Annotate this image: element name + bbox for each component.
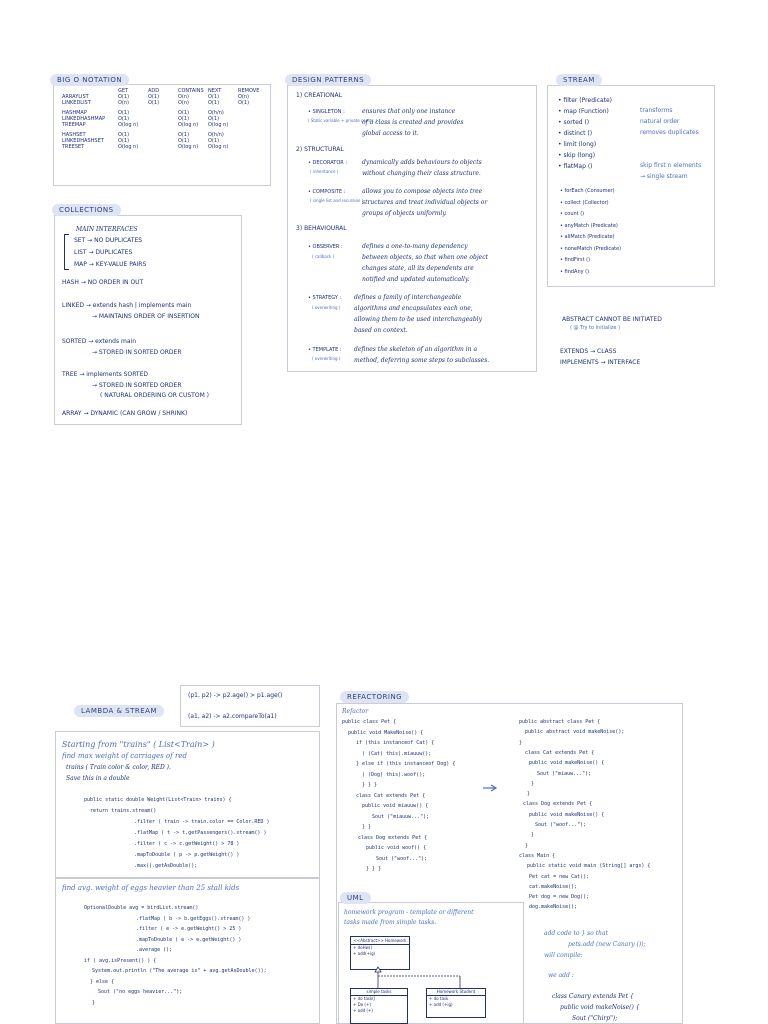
collections-tree-3: ( NATURAL ORDERING OR CUSTOM ): [100, 392, 209, 399]
big-o-cell: O(1): [208, 138, 220, 144]
big-o-cell: O(h/n): [208, 132, 224, 138]
big-o-cell: O(1): [208, 116, 220, 122]
template-desc-2: method, deferring some steps to subclasses.: [354, 357, 490, 364]
stream-terminal-op: • forEach (Consumer): [560, 188, 615, 194]
big-o-cell: O(log n): [178, 144, 199, 150]
refactor-note-2: pets.add (new Canary ());: [568, 941, 646, 948]
code-line: }: [92, 999, 96, 1006]
uml-box-student-row-2: + add (+ig): [429, 1002, 453, 1007]
refactor-note-1: add code to } so that: [544, 930, 608, 937]
big-o-cell: LINKEDLIST: [62, 100, 91, 106]
code-line: class Cat extends Pet {: [525, 749, 595, 756]
big-o-cell: O(1): [178, 138, 190, 144]
uml-box-student-row-1: + do task: [429, 996, 449, 1001]
decorator-desc-1: dynamically adds behaviours to objects: [362, 159, 482, 166]
code-line: Sout ("miauw...");: [537, 770, 592, 777]
big-o-title: BIG O NOTATION: [50, 74, 129, 86]
code-line: ( (Dog) this).woof();: [362, 771, 426, 778]
uml-box-homework-title: <<Abstract>> Homework: [351, 937, 409, 945]
uml-box-homework-row-1: + doHw(): [353, 945, 373, 950]
strategy-note: ( overwriting ): [312, 305, 341, 310]
big-o-header-cell: ADD: [148, 88, 160, 94]
observer-label: • OBSERVER :: [308, 244, 343, 250]
code-line: ( (Cat) this).miauuw();: [362, 750, 432, 757]
big-o-cell: O(1): [208, 100, 220, 106]
collections-title: COLLECTIONS: [52, 204, 121, 216]
collections-tree-1: TREE → implements SORTED: [62, 371, 149, 378]
big-o-cell: LINKEDHASHSET: [62, 138, 104, 144]
collections-sorted-1: SORTED → extends main: [62, 338, 136, 345]
big-o-header-cell: CONTAINS: [178, 88, 204, 94]
big-o-cell: [148, 144, 178, 150]
singleton-label: • SINGLETON :: [308, 109, 345, 115]
big-o-cell: O(1): [178, 110, 190, 116]
big-o-cell: O(n): [178, 100, 190, 106]
stream-op: • distinct (): [558, 130, 593, 137]
code-line: }: [527, 791, 531, 798]
big-o-header-cell: REMOVE: [238, 88, 260, 94]
singleton-desc-1: ensures that only one instance: [362, 108, 456, 115]
singleton-desc-2: of a class is created and provides: [362, 119, 464, 126]
big-o-cell: [238, 144, 268, 150]
observer-desc-4: notified and updated automatically.: [362, 276, 470, 283]
big-o-cell: O(1): [118, 94, 130, 100]
template-label: • TEMPLATE :: [308, 347, 342, 353]
big-o-cell: LINKEDHASHMAP: [62, 116, 106, 122]
code-line: .average ();: [136, 947, 173, 953]
big-o-cell: O(1): [148, 94, 160, 100]
refactoring-title: REFACTORING: [340, 691, 409, 703]
composite-desc-3: groups of objects uniformly.: [362, 210, 447, 217]
task1-line-b: find max weight of carriages of red: [62, 752, 187, 760]
abstract-note-2: ( @ Try to initialize ): [570, 325, 621, 331]
code-line: }: [525, 842, 529, 849]
strategy-label: • STRATEGY :: [308, 295, 342, 301]
code-line: public class Pet {: [342, 719, 397, 725]
code-line: public void makeNoise() {: [529, 811, 605, 818]
big-o-cell: O(1): [118, 132, 130, 138]
extends-note-1: EXTENDS → CLASS: [560, 348, 617, 355]
stream-terminal-op: • findFirst (): [560, 257, 591, 263]
code-line: .max().getAsDouble();: [134, 863, 198, 869]
refactor-note-3: will compile:: [544, 952, 583, 959]
refactor-note-4: we add :: [548, 972, 574, 979]
stream-op-note: skip first n elements: [640, 162, 702, 169]
template-desc-1: defines the skeleton of an algorithm in a: [354, 346, 478, 353]
task1-line-a: Starting from "trains" ( List<Train> ): [62, 740, 215, 749]
uml-box-homework-student: [426, 988, 486, 1018]
code-line: public abstract class Pet {: [519, 719, 601, 725]
stream-op-note: removes duplicates: [640, 129, 699, 136]
refactor-note-6: public void makeNoise() {: [560, 1004, 640, 1011]
task1-line-d: Save this in a double: [66, 775, 130, 782]
stream-terminal-op: • collect (Collector): [560, 199, 609, 206]
big-o-cell: TREESET: [62, 144, 85, 150]
singleton-desc-3: global access to it.: [362, 130, 419, 137]
singleton-note: ( Static variable + private constr. ): [308, 118, 378, 123]
uml-box-simple-row-2: + Do (+): [353, 1002, 371, 1007]
code-line: public void makeNoise() {: [529, 760, 605, 767]
uml-box-homework-row-2: + add(+ig): [353, 951, 376, 956]
big-o-cell: HASHSET: [62, 132, 86, 138]
code-line: } } }: [366, 866, 382, 872]
uml-box-simple-tasks: [350, 988, 408, 1024]
stream-op: • map (Function): [558, 108, 609, 115]
big-o-cell: O(1): [238, 100, 250, 106]
interfaces-brace: [64, 234, 69, 270]
uml-box-student-title: Homework Student: [427, 989, 485, 996]
big-o-header-cell: GET: [118, 88, 129, 94]
code-line: .filter ( train -> train.color == Color.RED ): [134, 819, 270, 825]
stream-terminal-op: • findAny (): [560, 268, 590, 275]
big-o-header-cell: NEXT: [208, 88, 222, 94]
code-line: Sout ("woof...");: [376, 855, 428, 862]
stream-op: • flatMap (): [558, 163, 593, 170]
collections-tree-2: → STORED IN SORTED ORDER: [92, 382, 182, 389]
big-o-cell: O(log n): [208, 122, 229, 128]
composite-note: ( single list and recursion ): [310, 198, 364, 203]
strategy-desc-4: based on context.: [354, 327, 408, 334]
code-line: Pet dog = new Dog();: [529, 894, 590, 901]
composite-desc-1: allows you to compose objects into tree: [362, 188, 483, 195]
code-line: } else if (this instanceof Dog) {: [356, 761, 456, 767]
big-o-cell: ARRAYLIST: [62, 94, 89, 100]
stream-op: • filter (Predicate): [558, 97, 613, 104]
code-line: } } }: [362, 782, 378, 788]
decorator-label: • DECORATOR :: [308, 160, 348, 166]
decorator-note: ( inheritance ): [310, 169, 339, 174]
refactor-arrow-icon: [482, 784, 498, 792]
main-interfaces: MAIN INTERFACES: [76, 226, 138, 233]
code-line: .filter ( c -> c.getWeight() > 78 ): [134, 841, 240, 847]
observer-desc-3: changes state, all its dependents are: [362, 265, 474, 272]
collections-map: MAP → KEY-VALUE PAIRS: [74, 261, 147, 268]
code-line: class Main {: [519, 852, 556, 859]
big-o-cell: O(log n): [118, 122, 139, 128]
code-line: } else {: [90, 978, 115, 985]
code-line: }: [519, 739, 523, 746]
big-o-cell: O(1): [178, 132, 190, 138]
uml-box-simple-row-3: + add (+): [353, 1008, 373, 1013]
strategy-desc-1: defines a family of interchangeable: [354, 294, 462, 301]
big-o-cell: O(log n): [178, 122, 199, 128]
big-o-cell: O(log n): [118, 144, 139, 150]
code-line: .flatMap ( b -> b.getEggs().stream() ): [136, 915, 251, 922]
code-line: class Dog extends Pet {: [523, 801, 593, 808]
code-line: .filter ( e -> e.getWeight() > 25 ): [136, 926, 242, 932]
collections-list: LIST → DUPLICATES: [74, 249, 133, 256]
big-o-cell: O(1): [118, 116, 130, 122]
code-line: .mapToDouble ( e -> e.getWeight() ): [136, 936, 242, 943]
collections-set: SET → NO DUPLICATES: [74, 237, 143, 244]
big-o-cell: O(1): [208, 94, 220, 100]
code-line: if ( avg.isPresent() ) {: [84, 957, 157, 964]
big-o-cell: TREEMAP: [62, 122, 86, 128]
strategy-desc-3: allowing them to be used interchangeably: [354, 316, 482, 323]
uml-desc-2: tasks made from simple tasks.: [344, 919, 437, 926]
lambda-title: LAMBDA & STREAM: [74, 705, 164, 717]
stream-op-note: transforms: [640, 107, 673, 114]
code-line: }: [531, 780, 535, 787]
refactor-subtitle: Refactor: [342, 708, 369, 715]
uml-box-simple-title: simple tasks: [351, 989, 407, 996]
stream-terminal-op: • anyMatch (Predicate): [560, 222, 618, 229]
composite-label: • COMPOSITE :: [308, 189, 346, 195]
uml-box-homework: [350, 936, 410, 970]
big-o-cell: HASHMAP: [62, 110, 87, 116]
refactor-note-7: Sout ("Chirp");: [572, 1015, 618, 1022]
code-line: public abstract void makeNoise();: [525, 729, 625, 736]
uml-title: UML: [340, 892, 371, 904]
stream-op-note: natural order: [640, 118, 680, 125]
big-o-cell: O(n): [178, 94, 190, 100]
code-line: }: [531, 832, 535, 839]
code-line: public static void main (String[] args) {: [527, 863, 651, 870]
decorator-desc-2: without changing their class structure.: [362, 170, 481, 177]
strategy-desc-2: algorithms and encapsulates each one,: [354, 305, 473, 312]
stream-terminal-op: • noneMatch (Predicate): [560, 245, 622, 252]
code-line: public void miauuw() {: [362, 803, 429, 809]
refactor-note-5: class Canary extends Pet {: [552, 993, 634, 1000]
big-o-table: [62, 88, 268, 150]
collections-linked-2: → MAINTAINS ORDER OF INSERTION: [92, 313, 200, 320]
code-line: Sout ("miauuw...");: [372, 813, 430, 820]
stream-title: STREAM: [556, 74, 602, 86]
code-line: .flatMap ( t -> t.getPassengers().stream() ): [134, 830, 267, 836]
big-o-cell: O(1): [178, 116, 190, 122]
big-o-row: [62, 144, 268, 150]
code-line: public static double Weight(List<Train> trains) {: [84, 797, 232, 803]
code-line: .mapToDouble ( p -> p.getWeight() ): [134, 852, 240, 858]
stream-op: • sorted (): [558, 119, 590, 126]
code-line: OptionalDouble avg = birdList.stream(): [84, 905, 199, 911]
code-line: if (this instanceof Cat) {: [356, 740, 435, 746]
collections-hash: HASH → NO ORDER IN OUT: [62, 279, 144, 286]
creational-heading: 1) CREATIONAL: [296, 92, 342, 99]
observer-desc-1: defines a one-to-many dependency: [362, 243, 468, 250]
code-line: class Dog extends Pet {: [358, 834, 428, 841]
stream-op-note: → single stream: [640, 173, 688, 180]
big-o-cell: O(n): [238, 94, 250, 100]
big-o-cell: O(1): [148, 100, 160, 106]
code-line: System.out.println ("The average is" + avg.getAsDouble());: [92, 968, 267, 974]
observer-note: ( callback ): [312, 254, 335, 259]
code-line: Sout ("woof...");: [535, 822, 587, 828]
structural-heading: 2) STRUCTURAL: [296, 146, 344, 153]
code-line: cat.makeNoise();: [529, 883, 578, 890]
big-o-cell: O(1): [118, 110, 130, 116]
stream-terminal-op: • count (): [560, 211, 585, 217]
lambda-expr-2: (a1, a2) -> a2.compareTo(a1): [188, 713, 277, 720]
uml-box-simple-row-1: + do task(): [353, 996, 376, 1001]
stream-op: • limit (long): [558, 141, 597, 148]
code-line: Sout ("no eggs heavier...");: [98, 989, 183, 995]
code-line: return trains.stream(): [90, 808, 157, 814]
observer-desc-2: between objects, so that when one object: [362, 254, 489, 261]
code-line: class Cat extends Pet {: [356, 792, 426, 799]
extends-note-2: IMPLEMENTS → INTERFACE: [560, 359, 641, 366]
stream-op: • skip (long): [558, 152, 596, 159]
stream-terminal-op: • allMatch (Predicate): [560, 234, 615, 240]
collections-array: ARRAY → DYNAMIC (CAN GROW / SHRINK): [62, 410, 188, 417]
code-line: public void woof() {: [366, 845, 427, 851]
uml-desc-1: homework program - template or different: [344, 909, 474, 916]
collections-sorted-2: → STORED IN SORTED ORDER: [92, 349, 182, 356]
code-line: } }: [362, 824, 372, 830]
task2-line: find avg. weight of eggs heavier than 25 stall kids: [62, 884, 240, 892]
big-o-cell: O(log n): [208, 144, 229, 150]
collections-linked-1: LINKED → extends hash | implements main: [62, 302, 192, 309]
big-o-cell: O(n): [118, 100, 130, 106]
big-o-cell: O(h/n): [208, 110, 224, 116]
big-o-cell: O(1): [118, 138, 130, 144]
behavioural-heading: 3) BEHAVIOURAL: [296, 225, 347, 232]
design-patterns-title: DESIGN PATTERNS: [285, 74, 371, 86]
code-line: public void MakeNoise() {: [348, 729, 424, 736]
lambda-expr-1: (p1, p2) -> p2.age() > p1.age(): [188, 692, 283, 699]
template-note: ( overwriting ): [312, 356, 341, 361]
code-line: dog.makeNoise();: [529, 904, 578, 911]
code-line: Pet cat = new Cat();: [529, 873, 590, 880]
task1-line-c: trains ( Train color & color, RED ).: [66, 764, 171, 771]
composite-desc-2: structures and treat individual objects or: [362, 199, 488, 206]
abstract-note-1: ABSTRACT CANNOT BE INITIATED: [562, 316, 662, 323]
